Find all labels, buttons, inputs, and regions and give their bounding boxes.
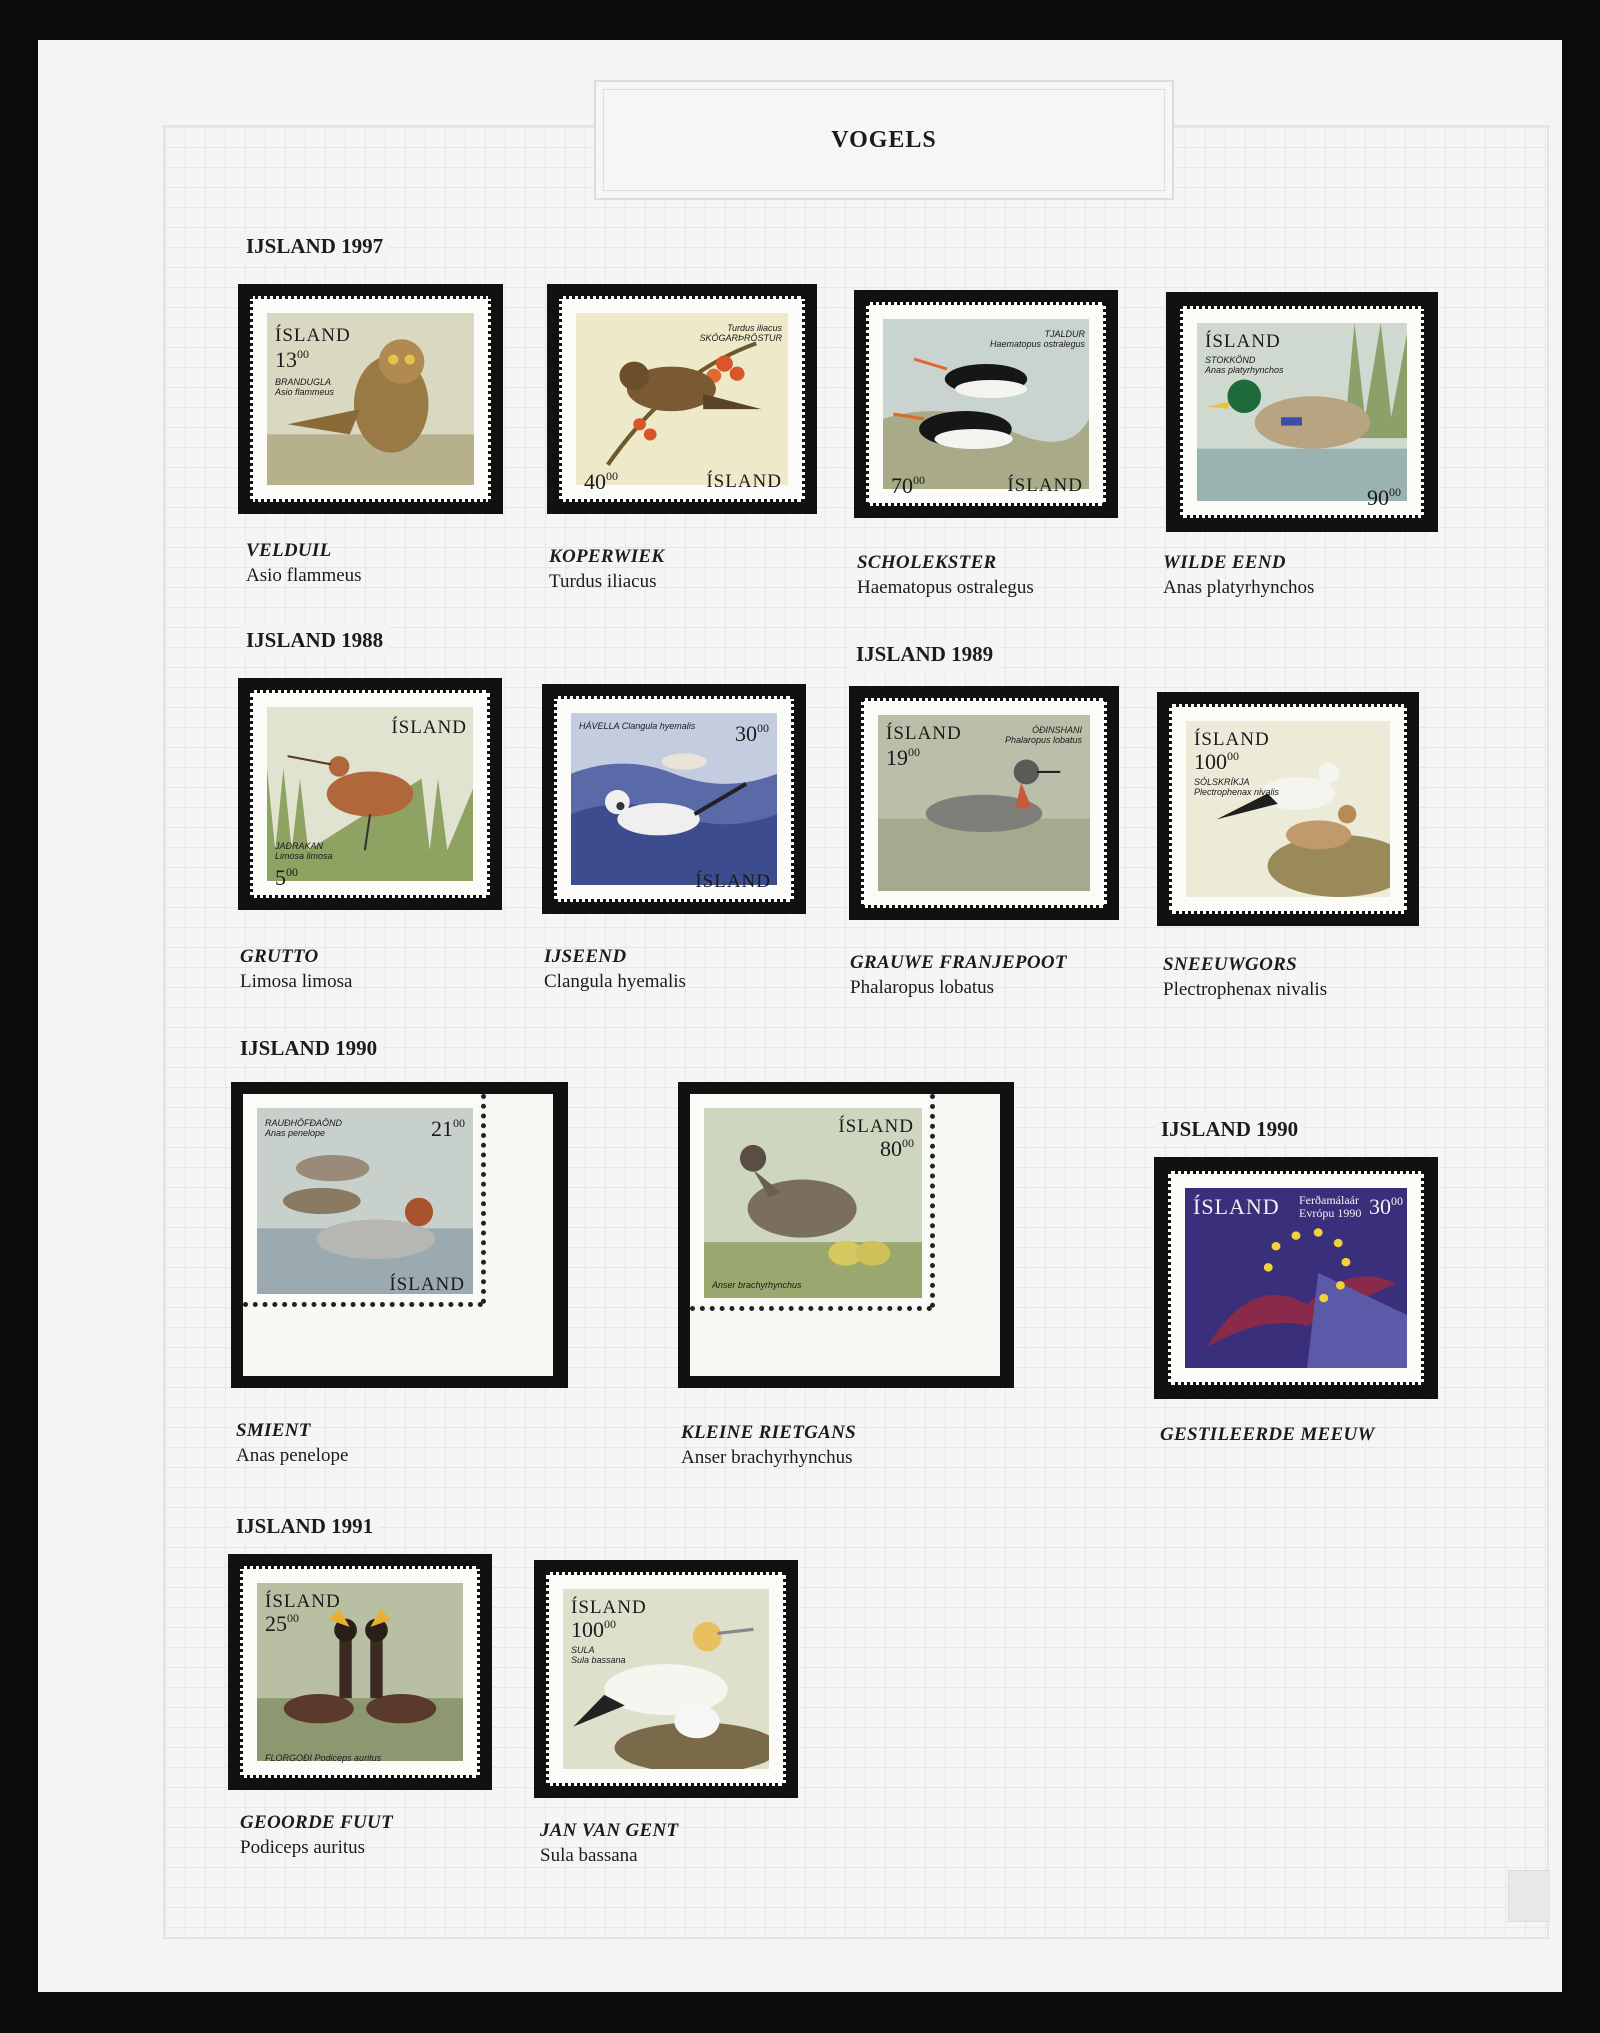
stamp-mount: [534, 1560, 798, 1798]
title-box: [594, 80, 1174, 200]
stamp-country: ÍSLAND: [391, 717, 467, 738]
stamp-mount: [1166, 292, 1438, 532]
caption-grauwe-franjepoot: GRAUWE FRANJEPOOT Phalaropus lobatus: [850, 952, 1067, 998]
stamp-value: $70^{00}$: [891, 473, 925, 498]
stamp-scholekster[interactable]: [866, 302, 1106, 506]
stamp-grutto[interactable]: [250, 690, 490, 898]
stamp-ijseend[interactable]: [554, 696, 794, 902]
stamp-country: ÍSLAND: [1007, 475, 1083, 496]
stamp-country: ÍSLAND: [695, 871, 771, 892]
caption-sneeuwgors: SNEEUWGORS Plectrophenax nivalis: [1163, 954, 1328, 1000]
stamp-bird-name: SULA Sula bassana: [571, 1645, 626, 1665]
stamp-bird-name: BRANDUGLA Asio flammeus: [275, 377, 335, 397]
stamp-mount: [1157, 692, 1419, 926]
stamp-mount: [854, 290, 1118, 518]
stamp-smient[interactable]: [243, 1094, 479, 1300]
section-heading-1997: IJSLAND 1997: [240, 232, 389, 261]
stamp-country: ÍSLAND: [389, 1274, 465, 1295]
stamp-mount: [238, 284, 503, 514]
stamp-koperwiek[interactable]: [559, 296, 805, 502]
stamp-inscription: Ferðamálaár Evrópu 1990: [1299, 1193, 1362, 1220]
stamp-country: ÍSLAND: [265, 1591, 341, 1612]
perforation-row: [690, 1306, 932, 1311]
stamp-bird-name: ÓÐINSHANI Phalaropus lobatus: [1004, 725, 1082, 745]
caption-scholekster: SCHOLEKSTER Haematopus ostralegus: [857, 552, 1034, 598]
stamp-bird-name: JAÐRAKAN Limosa limosa: [275, 841, 333, 861]
caption-ijseend: IJSEEND Clangula hyemalis: [544, 946, 686, 992]
stamp-sneeuwgors[interactable]: [1169, 704, 1407, 914]
stamp-mount: [678, 1082, 1014, 1388]
stamp-mount: [231, 1082, 568, 1388]
stamp-bird-name: RAUÐHÖFÐAÖND Anas penelope: [265, 1118, 343, 1138]
stamp-mount: [228, 1554, 492, 1790]
stamp-bird-name: HÁVELLA Clangula hyemalis: [579, 721, 696, 731]
stamp-mount: [1154, 1157, 1438, 1399]
stamp-wilde-eend[interactable]: [1180, 306, 1424, 518]
stamp-value: $21^{00}$: [431, 1116, 465, 1141]
stamp-value: $25^{00}$: [265, 1611, 299, 1636]
stamp-country: ÍSLAND: [1194, 729, 1270, 750]
stamp-value: $5^{00}$: [275, 865, 298, 890]
stamp-mount: [542, 684, 806, 914]
caption-kleine-rietgans: KLEINE RIETGANS Anser brachyrhynchus: [681, 1422, 857, 1468]
section-heading-1989: IJSLAND 1989: [850, 640, 999, 669]
stamp-value: $30^{00}$: [735, 721, 769, 746]
stamp-country: ÍSLAND: [886, 723, 962, 744]
stamp-value: $13^{00}$: [275, 347, 309, 372]
section-heading-1990: IJSLAND 1990: [234, 1034, 383, 1063]
stamp-jan-van-gent[interactable]: [546, 1572, 786, 1786]
caption-koperwiek: KOPERWIEK Turdus iliacus: [549, 546, 665, 592]
perforation-row: [243, 1302, 483, 1307]
perforation-column: [481, 1094, 486, 1304]
caption-gestileerde-meeuw: GESTILEERDE MEEUW: [1160, 1424, 1375, 1445]
stamp-country: ÍSLAND: [1205, 331, 1281, 352]
caption-grutto: GRUTTO Limosa limosa: [240, 946, 353, 992]
stamp-bird-name: FLORGOÐI Podiceps auritus: [265, 1753, 382, 1763]
stamp-bird-name: TJALDUR Haematopus ostralegus: [989, 329, 1085, 349]
stamp-country: ÍSLAND: [1193, 1194, 1280, 1219]
stamp-geoorde-fuut[interactable]: [240, 1566, 480, 1778]
perforation-column: [930, 1094, 935, 1308]
stamp-bird-name: Turdus iliacus SKÓGARÞRÖSTUR: [699, 323, 782, 343]
stamp-value: $40^{00}$: [584, 469, 618, 494]
stamp-gestileerde-meeuw[interactable]: [1168, 1171, 1424, 1385]
stamp-bird-name: STOKKÖND Anas platyrhynchos: [1205, 355, 1284, 375]
stamp-country: ÍSLAND: [571, 1597, 647, 1618]
caption-smient: SMIENT Anas penelope: [236, 1420, 349, 1466]
caption-wilde-eend: WILDE EEND Anas platyrhynchos: [1163, 552, 1315, 598]
caption-velduil: VELDUIL Asio flammeus: [246, 540, 362, 586]
section-heading-1988: IJSLAND 1988: [240, 626, 389, 655]
stamp-grauwe-franjepoot[interactable]: [861, 698, 1107, 908]
stamp-country: ÍSLAND: [706, 471, 782, 492]
stamp-velduil[interactable]: [250, 296, 491, 502]
stamp-value: $30^{00}$: [1369, 1194, 1403, 1219]
stamp-mount: [238, 678, 502, 910]
stamp-bird-name: SÓLSKRÍKJA Plectrophenax nivalis: [1194, 777, 1280, 797]
page-corner-mark: [1508, 1870, 1550, 1922]
stamp-mount: [547, 284, 817, 514]
stamp-value: $90^{00}$: [1367, 485, 1401, 510]
stamp-value: $100^{00}$: [571, 1617, 616, 1642]
stamp-country: ÍSLAND: [275, 325, 351, 346]
stamp-country: ÍSLAND: [838, 1116, 914, 1137]
stamp-value: $100^{00}$: [1194, 749, 1239, 774]
stamp-value: $19^{00}$: [886, 745, 920, 770]
stamp-bird-name: Anser brachyrhynchus: [712, 1280, 802, 1290]
caption-geoorde-fuut: GEOORDE FUUT Podiceps auritus: [240, 1812, 393, 1858]
stamp-mount: [849, 686, 1119, 920]
stamp-value: $80^{00}$: [880, 1136, 914, 1161]
section-heading-1990-europe: IJSLAND 1990: [1155, 1115, 1304, 1144]
section-heading-1991: IJSLAND 1991: [230, 1512, 379, 1541]
page-title: VOGELS: [603, 89, 1165, 191]
caption-jan-van-gent: JAN VAN GENT Sula bassana: [540, 1820, 679, 1866]
stamp-kleine-rietgans[interactable]: [690, 1094, 928, 1304]
